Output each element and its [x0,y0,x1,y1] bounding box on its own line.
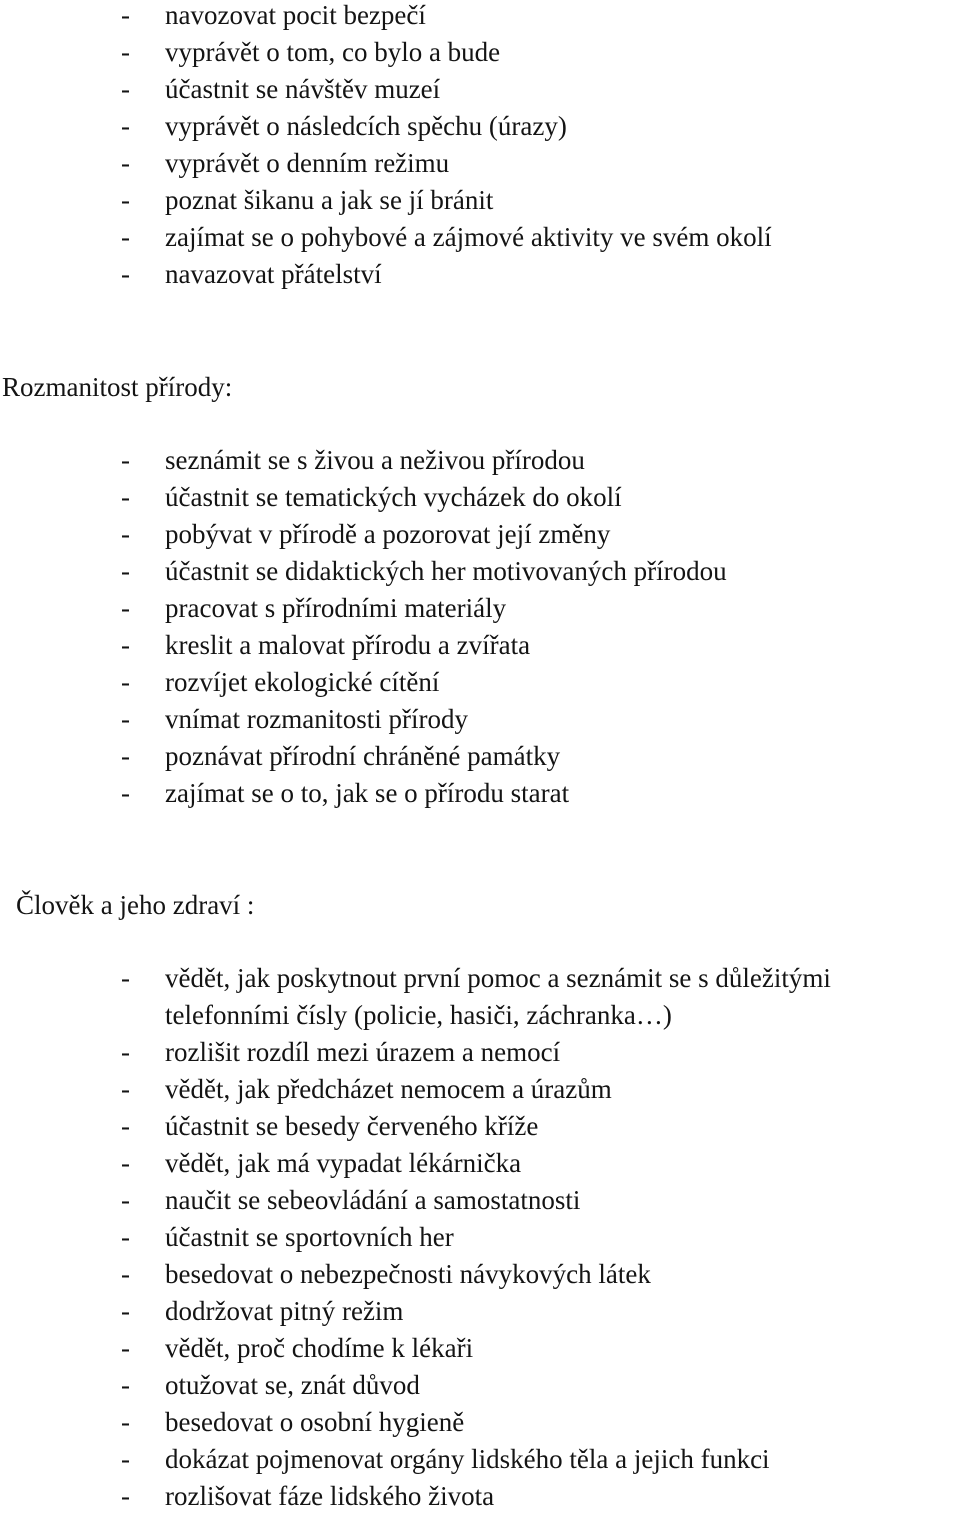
list-bullet: - [121,1259,130,1289]
bullet-list-health [0,960,960,1515]
list-item-text: účastnit se tematických vycházek do okolí [165,482,622,512]
list-bullet: - [121,556,130,586]
list-bullet: - [121,1481,130,1511]
list-bullet: - [121,185,130,215]
list-item [0,516,960,553]
list-item [0,219,960,256]
list-item-text: vyprávět o následcích spěchu (úrazy) [165,111,567,141]
list-item [0,664,960,701]
list-item-text-line: telefonními čísly (policie, hasiči, záchranka…) [165,1000,672,1030]
list-item-text: besedovat o nebezpečnosti návykových látek [165,1259,651,1289]
list-bullet: - [121,778,130,808]
list-item-text: vnímat rozmanitosti přírody [165,704,468,734]
list-item-text: rozlišit rozdíl mezi úrazem a nemocí [165,1037,561,1067]
list-item [0,1367,960,1404]
list-item [0,1071,960,1108]
list-item [0,1182,960,1219]
list-item-text [165,960,831,1034]
list-item [0,553,960,590]
list-bullet: - [121,259,130,289]
list-item [0,627,960,664]
list-item [0,1256,960,1293]
list-bullet: - [121,1407,130,1437]
list-item-text: vyprávět o denním režimu [165,148,450,178]
list-item [0,1293,960,1330]
list-item-text: účastnit se didaktických her motivovaných přírodou [165,556,727,586]
list-item-text: účastnit se sportovních her [165,1222,454,1252]
list-item-text: zajímat se o pohybové a zájmové aktivity ve svém okolí [165,222,772,252]
list-item-text: rozvíjet ekologické cítění [165,667,440,697]
list-item [0,479,960,516]
list-item-text: besedovat o osobní hygieně [165,1407,465,1437]
section-heading-health: Člověk a jeho zdraví : [16,890,255,920]
list-item-text: rozlišovat fáze lidského života [165,1481,495,1511]
bullet-list-top [0,0,960,293]
list-item-text: otužovat se, znát důvod [165,1370,420,1400]
list-item-text: vědět, jak předcházet nemocem a úrazům [165,1074,612,1104]
list-bullet: - [121,593,130,623]
list-item [0,1145,960,1182]
list-bullet: - [121,519,130,549]
list-bullet: - [121,1222,130,1252]
list-bullet: - [121,1296,130,1326]
list-item [0,1441,960,1478]
list-item-text: naučit se sebeovládání a samostatnosti [165,1185,581,1215]
list-item-text: účastnit se návštěv muzeí [165,74,441,104]
list-item-text: vyprávět o tom, co bylo a bude [165,37,501,67]
list-item-text: poznávat přírodní chráněné památky [165,741,561,771]
list-item [0,1478,960,1515]
list-item [0,1034,960,1071]
list-item [0,775,960,812]
list-bullet: - [121,1037,130,1067]
list-bullet: - [121,0,130,30]
list-item [0,1404,960,1441]
list-bullet: - [121,482,130,512]
list-bullet: - [121,1333,130,1363]
list-bullet: - [121,37,130,67]
list-bullet: - [121,148,130,178]
list-item-text: kreslit a malovat přírodu a zvířata [165,630,531,660]
list-item [0,701,960,738]
list-bullet: - [121,111,130,141]
list-item [0,182,960,219]
list-item-text: poznat šikanu a jak se jí bránit [165,185,494,215]
list-item [0,1219,960,1256]
bullet-list-nature [0,442,960,812]
list-bullet: - [121,1370,130,1400]
list-item [0,442,960,479]
list-item-text: vědět, jak má vypadat lékárnička [165,1148,522,1178]
list-item [0,145,960,182]
list-bullet: - [121,1444,130,1474]
list-item-text: vědět, proč chodíme k lékaři [165,1333,474,1363]
list-item [0,108,960,145]
list-bullet: - [121,963,130,993]
list-bullet: - [121,1185,130,1215]
list-bullet: - [121,630,130,660]
list-item-text: pobývat v přírodě a pozorovat její změny [165,519,611,549]
list-item [0,71,960,108]
list-item-text: dodržovat pitný režim [165,1296,404,1326]
list-bullet: - [121,667,130,697]
list-item-text: zajímat se o to, jak se o přírodu starat [165,778,570,808]
list-bullet: - [121,1074,130,1104]
list-item-text: pracovat s přírodními materiály [165,593,507,623]
list-item-text: navozovat pocit bezpečí [165,0,426,30]
list-bullet: - [121,741,130,771]
list-item-text-line: vědět, jak poskytnout první pomoc a seznámit se s důležitými [165,963,831,993]
list-bullet: - [121,445,130,475]
list-item [0,1330,960,1367]
list-item-text: navazovat přátelství [165,259,382,289]
list-item-text: účastnit se besedy červeného kříže [165,1111,539,1141]
list-item-text: seznámit se s živou a neživou přírodou [165,445,585,475]
list-item [0,590,960,627]
list-bullet: - [121,1148,130,1178]
list-bullet: - [121,704,130,734]
list-item [0,0,960,34]
list-bullet: - [121,222,130,252]
list-bullet: - [121,1111,130,1141]
list-item [0,1108,960,1145]
section-heading-nature: Rozmanitost přírody: [2,372,233,402]
list-item-text: dokázat pojmenovat orgány lidského těla a jejich funkci [165,1444,770,1474]
list-item [0,256,960,293]
list-bullet: - [121,74,130,104]
list-item [0,960,960,1034]
list-item [0,34,960,71]
list-item [0,738,960,775]
